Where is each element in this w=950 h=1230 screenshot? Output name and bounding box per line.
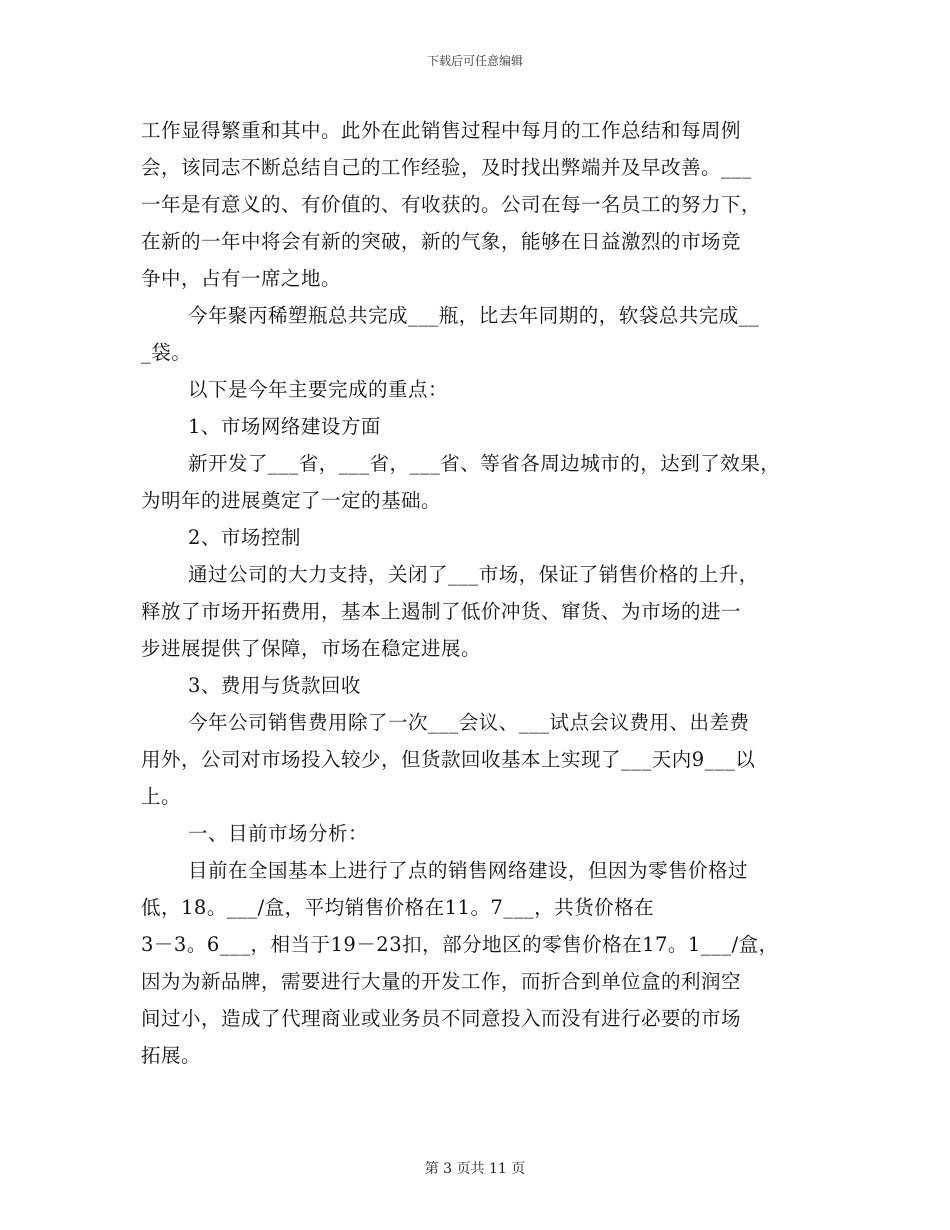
- text-line: 今年公司销售费用除了一次___会议、___试点会议费用、出差费: [188, 711, 750, 734]
- text-line: 3－3。6___，相当于19－23扣，部分地区的零售价格在17。1___/盒，: [141, 933, 779, 956]
- text-line: 今年聚丙稀塑瓶总共完成___瓶，比去年同期的，软袋总共完成__: [188, 304, 760, 327]
- text-line: 通过公司的大力支持，关闭了___市场，保证了销售价格的上升，: [188, 563, 759, 586]
- text-line: 一、目前市场分析：: [188, 822, 369, 845]
- text-line: 新开发了___省，___省，___省、等省各周边城市的，达到了效果，: [188, 452, 781, 475]
- text-line: 目前在全国基本上进行了点的销售网络建设，但因为零售价格过: [188, 859, 749, 882]
- text-line: 2、市场控制: [188, 526, 301, 549]
- text-line: 步进展提供了保障，市场在稳定进展。: [141, 637, 482, 660]
- text-line: 因为为新品牌，需要进行大量的开发工作，而折合到单位盒的利润空: [141, 970, 742, 993]
- page-header: 下载后可任意编辑: [426, 54, 523, 68]
- text-line: 间过小，造成了代理商业或业务员不同意投入而没有进行必要的市场: [141, 1007, 742, 1030]
- text-line: 一年是有意义的、有价值的、有收获的。公司在每一名员工的努力下，: [141, 193, 762, 216]
- document-body: [141, 112, 813, 1074]
- text-line: 拓展。: [141, 1044, 202, 1067]
- text-line: 会，该同志不断总结自己的工作经验，及时找出弊端并及早改善。___: [141, 156, 752, 179]
- text-line: 以下是今年主要完成的重点：: [188, 378, 449, 401]
- text-line: 释放了市场开拓费用，基本上遏制了低价冲货、窜货、为市场的进一: [141, 600, 742, 623]
- text-line: 3、费用与货款回收: [188, 674, 361, 697]
- page-number-footer: 第 3 页共 11 页: [424, 1161, 526, 1177]
- text-line: 上。: [141, 785, 182, 808]
- text-line: 为明年的进展奠定了一定的基础。: [141, 489, 442, 512]
- text-line: 工作显得繁重和其中。此外在此销售过程中每月的工作总结和每周例: [141, 119, 742, 142]
- text-line: _袋。: [141, 341, 192, 364]
- text-line: 用外，公司对市场投入较少，但货款回收基本上实现了___天内9___以: [141, 748, 756, 771]
- text-line: 在新的一年中将会有新的突破，新的气象，能够在日益激烈的市场竞: [141, 230, 742, 253]
- text-line: 低，18。___/盒，平均销售价格在11。7___，共货价格在: [141, 896, 655, 919]
- text-line: 1、市场网络建设方面: [188, 415, 381, 438]
- text-line: 争中，占有一席之地。: [141, 267, 342, 290]
